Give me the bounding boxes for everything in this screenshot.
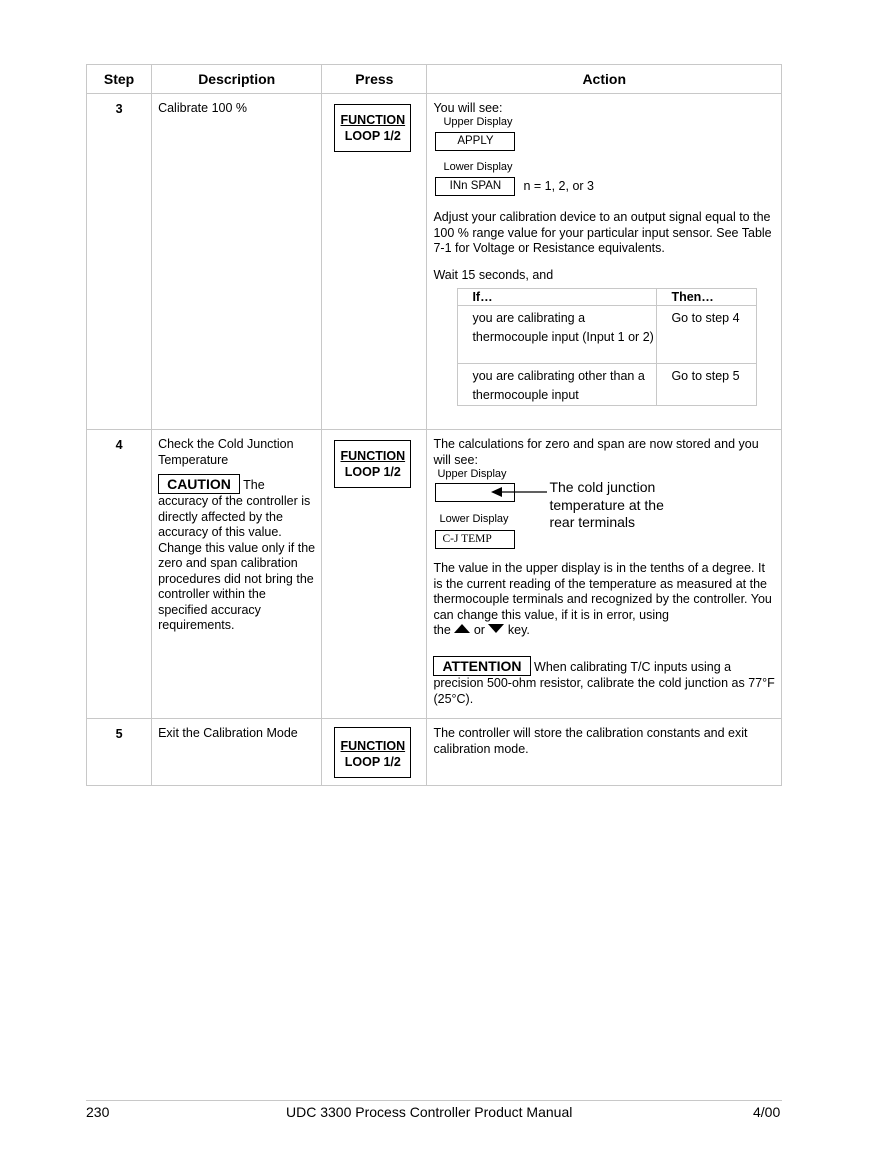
footer-divider bbox=[86, 1100, 782, 1101]
table-row bbox=[87, 94, 782, 430]
calibration-table bbox=[86, 64, 782, 786]
action-text: The controller will store the calibration constants and exit calibration mode. bbox=[433, 726, 748, 756]
if-then-table bbox=[457, 288, 757, 406]
attention-text: When calibrating T/C inputs using a precision 500-ohm resistor, calibrate the cold junction as 77°F (25°C). bbox=[433, 660, 775, 706]
if-cell: you are calibrating a thermocouple input (Input 1 or 2) bbox=[458, 306, 657, 364]
upper-display-label: Upper Display bbox=[437, 468, 507, 480]
action-paragraph bbox=[433, 561, 775, 639]
step-number: 4 bbox=[115, 438, 123, 452]
caution-note bbox=[152, 468, 321, 634]
header-description: Description bbox=[152, 65, 322, 94]
key-label-function: FUNCTION bbox=[340, 739, 406, 753]
lower-display-note: n = 1, 2, or 3 bbox=[523, 179, 594, 193]
if-cell: you are calibrating other than a thermocouple input bbox=[458, 364, 657, 406]
key-label-loop: LOOP 1/2 bbox=[344, 755, 401, 769]
step-description: Check the Cold Junction Temperature bbox=[158, 437, 294, 467]
header-press: Press bbox=[322, 65, 427, 94]
manual-title: UDC 3300 Process Controller Product Manual bbox=[286, 1104, 573, 1120]
attention-label: ATTENTION bbox=[433, 656, 530, 676]
callout-arrow-icon bbox=[489, 485, 549, 499]
action-intro: The calculations for zero and span are now stored and you will see: bbox=[433, 437, 759, 467]
down-arrow-key-icon bbox=[488, 624, 504, 633]
then-cell: Go to step 5 bbox=[657, 364, 757, 406]
key-label-loop: LOOP 1/2 bbox=[344, 129, 401, 143]
function-loop-key bbox=[334, 727, 411, 778]
cj-paragraph-text: The value in the upper display is in the tenths of a degree. It is the current reading of the temperature as measured at the thermocouple terminals and recognized by the controller. You can change this value, if it is in error, using bbox=[433, 561, 772, 622]
function-loop-key bbox=[334, 104, 411, 152]
header-step: Step bbox=[87, 65, 152, 94]
attention-note bbox=[433, 656, 775, 707]
table-header-row bbox=[87, 65, 782, 94]
cj-paragraph-the: the bbox=[433, 623, 451, 637]
lower-display: C-J TEMP bbox=[435, 530, 515, 549]
table-row bbox=[87, 430, 782, 719]
then-header: Then… bbox=[657, 289, 757, 306]
lower-display: INn SPAN bbox=[435, 177, 515, 196]
action-paragraph: Adjust your calibration device to an output signal equal to the 100 % range value for your particular input sensor. See Table 7-1 for Voltage or Resistance equivalents. bbox=[433, 210, 772, 255]
caution-label: CAUTION bbox=[158, 474, 240, 494]
cj-paragraph-key: key. bbox=[507, 623, 530, 637]
step-number: 5 bbox=[115, 727, 123, 741]
then-cell: Go to step 4 bbox=[657, 306, 757, 364]
action-intro: You will see: bbox=[433, 101, 503, 115]
table-row bbox=[87, 719, 782, 786]
step-number: 3 bbox=[115, 102, 123, 116]
cold-junction-callout: The cold junction temperature at the rear terminals bbox=[549, 479, 664, 530]
key-label-function: FUNCTION bbox=[340, 449, 406, 463]
function-loop-key bbox=[334, 440, 411, 488]
key-label-loop: LOOP 1/2 bbox=[344, 465, 401, 479]
upper-display: APPLY bbox=[435, 132, 515, 151]
lower-display-label: Lower Display bbox=[443, 161, 513, 173]
lower-display-label: Lower Display bbox=[439, 513, 509, 525]
cj-paragraph-or: or bbox=[473, 623, 485, 637]
caution-text: The accuracy of the controller is directly affected by the accuracy of this value. Change this value only if the zero and span calibration procedures did not bring the controller within the specified accuracy requirements. bbox=[158, 478, 316, 632]
if-header: If… bbox=[458, 289, 657, 306]
upper-display-label: Upper Display bbox=[443, 116, 513, 128]
up-arrow-key-icon bbox=[454, 624, 470, 633]
step-description: Exit the Calibration Mode bbox=[158, 726, 298, 740]
key-label-function: FUNCTION bbox=[340, 113, 406, 127]
page-number: 230 bbox=[86, 1104, 110, 1120]
revision-date: 4/00 bbox=[753, 1104, 781, 1120]
action-wait: Wait 15 seconds, and bbox=[433, 268, 554, 282]
step-description: Calibrate 100 % bbox=[158, 101, 248, 115]
header-action: Action bbox=[427, 65, 782, 94]
